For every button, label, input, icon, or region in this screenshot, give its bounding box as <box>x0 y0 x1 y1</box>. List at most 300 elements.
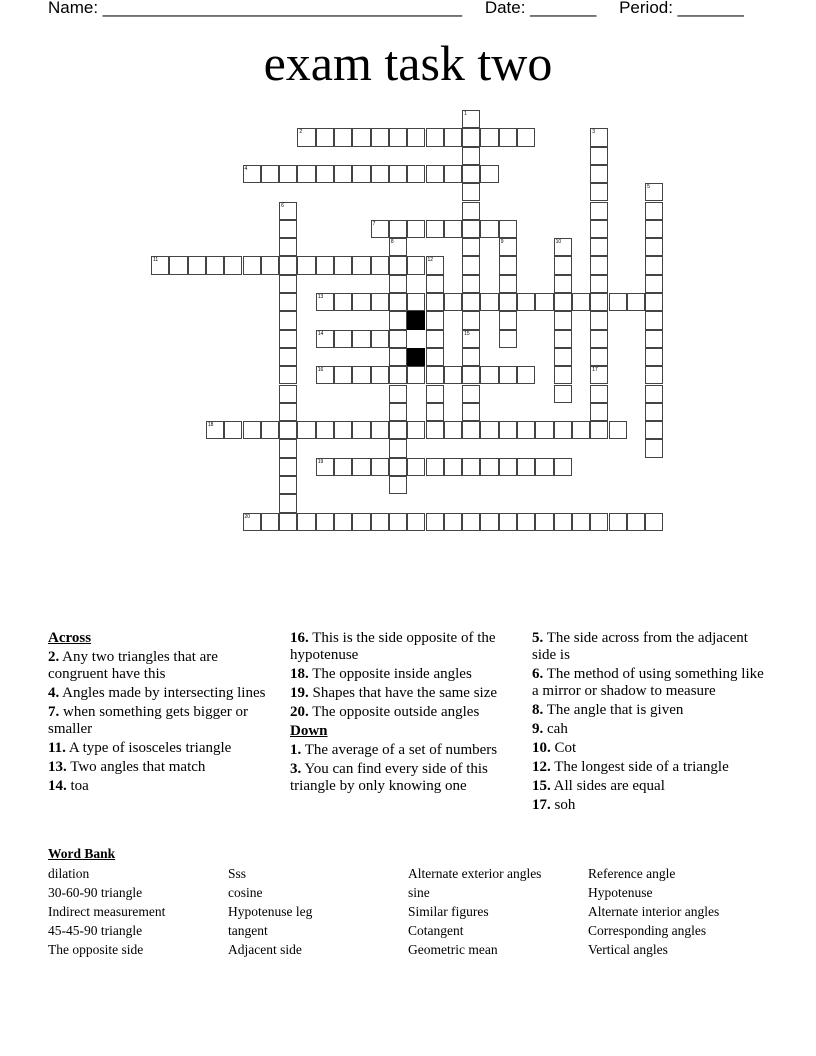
grid-cell[interactable] <box>334 513 352 531</box>
grid-cell[interactable] <box>279 238 297 256</box>
grid-cell[interactable] <box>261 256 279 274</box>
grid-cell[interactable] <box>389 366 407 384</box>
word-bank-item: Corresponding angles <box>588 923 707 938</box>
black-cell <box>407 311 425 329</box>
grid-cell[interactable] <box>261 165 279 183</box>
clue-number-label: 17. <box>532 797 551 813</box>
grid-cell[interactable] <box>243 421 261 439</box>
grid-cell[interactable] <box>334 293 352 311</box>
grid-cell[interactable] <box>389 238 407 256</box>
grid-cell[interactable] <box>480 458 498 476</box>
clue-down <box>532 702 772 719</box>
grid-cell[interactable] <box>279 385 297 403</box>
grid-cell[interactable] <box>279 348 297 366</box>
grid-cell[interactable] <box>645 256 663 274</box>
word-bank-item: Alternate exterior angles <box>408 866 542 881</box>
grid-cell[interactable] <box>426 403 444 421</box>
grid-cell[interactable] <box>224 256 242 274</box>
word-bank-item: Hypotenuse leg <box>228 904 313 919</box>
grid-cell[interactable] <box>499 275 517 293</box>
clue-number-label: 4. <box>48 685 60 701</box>
grid-cell[interactable] <box>462 311 480 329</box>
grid-cell[interactable] <box>480 220 498 238</box>
clue-number-label: 18. <box>290 666 309 682</box>
grid-cell[interactable] <box>371 421 389 439</box>
grid-cell[interactable] <box>645 385 663 403</box>
clue-text: The opposite inside angles <box>308 666 472 682</box>
grid-cell[interactable] <box>426 513 444 531</box>
grid-cell[interactable] <box>627 513 645 531</box>
grid-cell[interactable] <box>645 366 663 384</box>
clue-text: soh <box>550 797 576 813</box>
clue-across <box>290 666 525 683</box>
grid-cell[interactable] <box>517 421 535 439</box>
grid-cell[interactable] <box>590 275 608 293</box>
grid-cell[interactable] <box>590 330 608 348</box>
grid-cell[interactable] <box>444 165 462 183</box>
clue-number: 16 <box>317 367 324 374</box>
grid-cell[interactable] <box>590 293 608 311</box>
grid-cell[interactable] <box>316 128 334 146</box>
grid-cell[interactable] <box>316 366 334 384</box>
grid-cell[interactable] <box>462 366 480 384</box>
grid-cell[interactable] <box>188 256 206 274</box>
grid-cell[interactable] <box>426 330 444 348</box>
grid-cell[interactable] <box>389 458 407 476</box>
grid-cell[interactable] <box>517 458 535 476</box>
word-bank-item: Vertical angles <box>588 942 668 957</box>
grid-cell[interactable] <box>462 165 480 183</box>
period-field[interactable]: Period: _______ <box>619 0 744 17</box>
grid-cell[interactable] <box>535 293 553 311</box>
clue-number: 19 <box>317 458 324 465</box>
grid-cell[interactable] <box>279 403 297 421</box>
clue-down <box>290 742 525 759</box>
grid-cell[interactable] <box>499 458 517 476</box>
clue-number-label: 19. <box>290 685 309 701</box>
grid-cell[interactable] <box>407 513 425 531</box>
grid-cell[interactable] <box>645 202 663 220</box>
grid-cell[interactable] <box>590 421 608 439</box>
grid-cell[interactable] <box>389 476 407 494</box>
grid-cell[interactable] <box>243 513 261 531</box>
grid-cell[interactable] <box>499 128 517 146</box>
grid-cell[interactable] <box>334 421 352 439</box>
grid-cell[interactable] <box>279 513 297 531</box>
grid-cell[interactable] <box>462 147 480 165</box>
grid-cell[interactable] <box>206 256 224 274</box>
grid-cell[interactable] <box>279 476 297 494</box>
grid-cell[interactable] <box>554 330 572 348</box>
clue-number-label: 5. <box>532 630 544 646</box>
grid-cell[interactable] <box>554 458 572 476</box>
clue-number-label: 3. <box>290 761 302 777</box>
grid-cell[interactable] <box>371 128 389 146</box>
grid-cell[interactable] <box>554 385 572 403</box>
grid-cell[interactable] <box>645 183 663 201</box>
grid-cell[interactable] <box>352 513 370 531</box>
clue-down <box>532 797 772 814</box>
grid-cell[interactable] <box>462 421 480 439</box>
grid-cell[interactable] <box>389 330 407 348</box>
grid-cell[interactable] <box>316 421 334 439</box>
word-bank-item: Similar figures <box>408 904 489 919</box>
grid-cell[interactable] <box>462 293 480 311</box>
grid-cell[interactable] <box>389 165 407 183</box>
grid-cell[interactable] <box>352 421 370 439</box>
grid-cell[interactable] <box>462 275 480 293</box>
clue-number-label: 15. <box>532 778 551 794</box>
clue-number: 11 <box>153 257 159 264</box>
grid-cell[interactable] <box>517 293 535 311</box>
grid-cell[interactable] <box>389 275 407 293</box>
clue-number: 14 <box>317 330 324 337</box>
grid-cell[interactable] <box>554 311 572 329</box>
grid-cell[interactable] <box>462 128 480 146</box>
grid-cell[interactable] <box>316 330 334 348</box>
grid-cell[interactable] <box>371 513 389 531</box>
grid-cell[interactable] <box>371 366 389 384</box>
grid-cell[interactable] <box>444 293 462 311</box>
grid-cell[interactable] <box>352 293 370 311</box>
grid-cell[interactable] <box>480 293 498 311</box>
grid-cell[interactable] <box>426 256 444 274</box>
grid-cell[interactable] <box>352 256 370 274</box>
grid-cell[interactable] <box>407 421 425 439</box>
grid-cell[interactable] <box>480 366 498 384</box>
grid-cell[interactable] <box>462 458 480 476</box>
grid-cell[interactable] <box>389 293 407 311</box>
grid-cell[interactable] <box>627 293 645 311</box>
grid-cell[interactable] <box>279 311 297 329</box>
grid-cell[interactable] <box>426 385 444 403</box>
grid-cell[interactable] <box>444 366 462 384</box>
grid-cell[interactable] <box>480 128 498 146</box>
page-title: exam task two <box>263 35 553 91</box>
clue-text: The side across from the adjacent side is <box>532 630 748 663</box>
word-bank-item: Sss <box>228 866 247 881</box>
grid-cell[interactable] <box>590 202 608 220</box>
grid-cell[interactable] <box>389 385 407 403</box>
grid-cell[interactable] <box>462 385 480 403</box>
grid-cell[interactable] <box>389 128 407 146</box>
grid-cell[interactable] <box>590 147 608 165</box>
clue-text: The opposite outside angles <box>308 704 480 720</box>
grid-cell[interactable] <box>645 439 663 457</box>
grid-cell[interactable] <box>261 421 279 439</box>
grid-cell[interactable] <box>316 458 334 476</box>
grid-cell[interactable] <box>389 403 407 421</box>
clue-across <box>48 649 278 683</box>
grid-cell[interactable] <box>297 513 315 531</box>
clue-number-label: 16. <box>290 630 309 646</box>
grid-cell[interactable] <box>499 256 517 274</box>
clue-text: Shapes that have the same size <box>308 685 498 701</box>
grid-cell[interactable] <box>352 366 370 384</box>
grid-cell[interactable] <box>480 513 498 531</box>
clue-across <box>48 685 278 702</box>
grid-cell[interactable] <box>279 165 297 183</box>
grid-cell[interactable] <box>169 256 187 274</box>
clue-text: when something gets bigger or smaller <box>48 704 248 737</box>
grid-cell[interactable] <box>389 220 407 238</box>
grid-cell[interactable] <box>243 256 261 274</box>
grid-cell[interactable] <box>590 311 608 329</box>
grid-cell[interactable] <box>462 403 480 421</box>
clue-down <box>532 778 772 795</box>
clue-number: 17 <box>592 367 598 374</box>
clue-text: toa <box>66 778 89 794</box>
grid-cell[interactable] <box>426 165 444 183</box>
word-bank-item: Hypotenuse <box>588 885 653 900</box>
black-cell <box>407 348 425 366</box>
grid-cell[interactable] <box>352 330 370 348</box>
grid-cell[interactable] <box>334 128 352 146</box>
grid-cell[interactable] <box>426 311 444 329</box>
grid-cell[interactable] <box>389 348 407 366</box>
grid-cell[interactable] <box>609 513 627 531</box>
grid-cell[interactable] <box>297 256 315 274</box>
clue-number-label: 8. <box>532 702 544 718</box>
grid-cell[interactable] <box>426 366 444 384</box>
grid-cell[interactable] <box>279 275 297 293</box>
clue-down <box>532 759 772 776</box>
clue-number: 6 <box>281 202 284 209</box>
grid-cell[interactable] <box>407 256 425 274</box>
grid-cell[interactable] <box>590 165 608 183</box>
grid-cell[interactable] <box>389 439 407 457</box>
grid-cell[interactable] <box>389 513 407 531</box>
grid-cell[interactable] <box>554 421 572 439</box>
clue-number: 1 <box>464 111 467 117</box>
grid-cell[interactable] <box>371 256 389 274</box>
grid-cell[interactable] <box>462 110 480 128</box>
grid-cell[interactable] <box>645 403 663 421</box>
clue-number-label: 11. <box>48 740 66 756</box>
grid-cell[interactable] <box>206 421 224 439</box>
grid-cell[interactable] <box>517 366 535 384</box>
word-bank-title: Word Bank <box>48 846 116 861</box>
clue-number-label: 12. <box>532 759 551 775</box>
clue-number-label: 6. <box>532 666 544 682</box>
grid-cell[interactable] <box>426 458 444 476</box>
clue-text: cah <box>543 721 568 737</box>
grid-cell[interactable] <box>572 421 590 439</box>
grid-cell[interactable] <box>535 513 553 531</box>
clue-number-label: 10. <box>532 740 551 756</box>
grid-cell[interactable] <box>426 220 444 238</box>
clue-number: 8 <box>390 239 394 246</box>
grid-cell[interactable] <box>462 202 480 220</box>
grid-cell[interactable] <box>535 458 553 476</box>
grid-cell[interactable] <box>352 165 370 183</box>
grid-cell[interactable] <box>499 293 517 311</box>
grid-cell[interactable] <box>590 256 608 274</box>
grid-cell[interactable] <box>462 513 480 531</box>
grid-cell[interactable] <box>499 311 517 329</box>
grid-cell[interactable] <box>426 421 444 439</box>
grid-cell[interactable] <box>645 220 663 238</box>
grid-cell[interactable] <box>572 293 590 311</box>
grid-cell[interactable] <box>554 238 572 256</box>
grid-cell[interactable] <box>279 293 297 311</box>
grid-cell[interactable] <box>554 513 572 531</box>
grid-cell[interactable] <box>334 330 352 348</box>
grid-cell[interactable] <box>645 293 663 311</box>
grid-cell[interactable] <box>499 513 517 531</box>
grid-cell[interactable] <box>499 330 517 348</box>
grid-cell[interactable] <box>554 348 572 366</box>
clue-number-label: 13. <box>48 759 67 775</box>
grid-cell[interactable] <box>590 385 608 403</box>
grid-cell[interactable] <box>609 293 627 311</box>
grid-cell[interactable] <box>243 165 261 183</box>
name-field[interactable]: Name: ______________________________________ <box>48 0 463 17</box>
grid-cell[interactable] <box>645 421 663 439</box>
grid-cell[interactable] <box>352 128 370 146</box>
grid-cell[interactable] <box>407 293 425 311</box>
grid-cell[interactable] <box>334 165 352 183</box>
grid-cell[interactable] <box>462 330 480 348</box>
grid-cell[interactable] <box>316 293 334 311</box>
grid-cell[interactable] <box>407 220 425 238</box>
grid-cell[interactable] <box>426 348 444 366</box>
grid-cell[interactable] <box>279 439 297 457</box>
clue-down <box>290 761 525 795</box>
grid-cell[interactable] <box>426 275 444 293</box>
grid-cell[interactable] <box>645 348 663 366</box>
grid-cell[interactable] <box>371 330 389 348</box>
grid-cell[interactable] <box>462 183 480 201</box>
grid-cell[interactable] <box>554 256 572 274</box>
grid-cell[interactable] <box>462 238 480 256</box>
grid-cell[interactable] <box>444 220 462 238</box>
grid-cell[interactable] <box>352 458 370 476</box>
grid-cell[interactable] <box>279 494 297 512</box>
grid-cell[interactable] <box>554 293 572 311</box>
word-bank-item: 45-45-90 triangle <box>48 923 143 938</box>
grid-cell[interactable] <box>279 421 297 439</box>
grid-cell[interactable] <box>426 128 444 146</box>
grid-cell[interactable] <box>645 238 663 256</box>
grid-cell[interactable] <box>499 220 517 238</box>
grid-cell[interactable] <box>426 293 444 311</box>
grid-cell[interactable] <box>517 128 535 146</box>
clue-number: 13 <box>317 294 324 300</box>
grid-cell[interactable] <box>499 366 517 384</box>
grid-cell[interactable] <box>279 366 297 384</box>
word-bank-item: Geometric mean <box>408 942 498 957</box>
word-bank-item: cosine <box>228 885 263 900</box>
grid-cell[interactable] <box>645 513 663 531</box>
grid-cell[interactable] <box>371 165 389 183</box>
grid-cell[interactable] <box>371 458 389 476</box>
grid-cell[interactable] <box>224 421 242 439</box>
grid-cell[interactable] <box>279 458 297 476</box>
clue-text: Angles made by intersecting lines <box>59 685 266 701</box>
grid-cell[interactable] <box>407 165 425 183</box>
grid-cell[interactable] <box>480 421 498 439</box>
clue-text: Cot <box>550 740 577 756</box>
grid-cell[interactable] <box>371 220 389 238</box>
clue-number: 15 <box>464 330 470 337</box>
word-bank-item: Indirect measurement <box>48 904 166 919</box>
grid-cell[interactable] <box>261 513 279 531</box>
grid-cell[interactable] <box>535 421 553 439</box>
grid-cell[interactable] <box>444 421 462 439</box>
grid-cell[interactable] <box>279 330 297 348</box>
date-field[interactable]: Date: _______ <box>484 0 597 17</box>
grid-cell[interactable] <box>590 183 608 201</box>
clue-column-1 <box>48 630 278 797</box>
clue-number-label: 9. <box>532 721 544 737</box>
grid-cell[interactable] <box>480 165 498 183</box>
clue-text: All sides are equal <box>550 778 665 794</box>
grid-cell[interactable] <box>371 293 389 311</box>
grid-cell[interactable] <box>462 220 480 238</box>
grid-cell[interactable] <box>297 165 315 183</box>
clue-number: 2 <box>299 129 303 136</box>
clue-column-2 <box>290 630 525 797</box>
grid-cell[interactable] <box>444 513 462 531</box>
grid-cell[interactable] <box>590 220 608 238</box>
grid-cell[interactable] <box>389 421 407 439</box>
grid-cell[interactable] <box>389 256 407 274</box>
clue-number: 5 <box>647 184 650 191</box>
grid-cell[interactable] <box>499 238 517 256</box>
grid-cell[interactable] <box>499 421 517 439</box>
grid-cell[interactable] <box>407 128 425 146</box>
clue-across <box>48 759 278 776</box>
grid-cell[interactable] <box>590 238 608 256</box>
grid-cell[interactable] <box>462 348 480 366</box>
grid-cell[interactable] <box>334 366 352 384</box>
grid-cell[interactable] <box>151 256 169 274</box>
grid-cell[interactable] <box>316 513 334 531</box>
grid-cell[interactable] <box>645 330 663 348</box>
grid-cell[interactable] <box>590 366 608 384</box>
grid-cell[interactable] <box>590 128 608 146</box>
grid-cell[interactable] <box>590 513 608 531</box>
grid-cell[interactable] <box>517 513 535 531</box>
grid-cell[interactable] <box>297 128 315 146</box>
grid-cell[interactable] <box>444 458 462 476</box>
grid-cell[interactable] <box>316 256 334 274</box>
grid-cell[interactable] <box>554 275 572 293</box>
grid-cell[interactable] <box>590 403 608 421</box>
grid-cell[interactable] <box>316 165 334 183</box>
word-bank-column <box>228 864 408 959</box>
grid-cell[interactable] <box>279 256 297 274</box>
grid-cell[interactable] <box>462 256 480 274</box>
grid-cell[interactable] <box>554 366 572 384</box>
grid-cell[interactable] <box>334 458 352 476</box>
grid-cell[interactable] <box>297 421 315 439</box>
grid-cell[interactable] <box>279 202 297 220</box>
grid-cell[interactable] <box>407 458 425 476</box>
grid-cell[interactable] <box>609 421 627 439</box>
grid-cell[interactable] <box>389 311 407 329</box>
grid-cell[interactable] <box>334 256 352 274</box>
grid-cell[interactable] <box>444 128 462 146</box>
grid-cell[interactable] <box>407 366 425 384</box>
grid-cell[interactable] <box>645 275 663 293</box>
grid-cell[interactable] <box>645 311 663 329</box>
grid-cell[interactable] <box>572 513 590 531</box>
grid-cell[interactable] <box>590 348 608 366</box>
grid-cell[interactable] <box>279 220 297 238</box>
clue-number-label: 20. <box>290 704 309 720</box>
